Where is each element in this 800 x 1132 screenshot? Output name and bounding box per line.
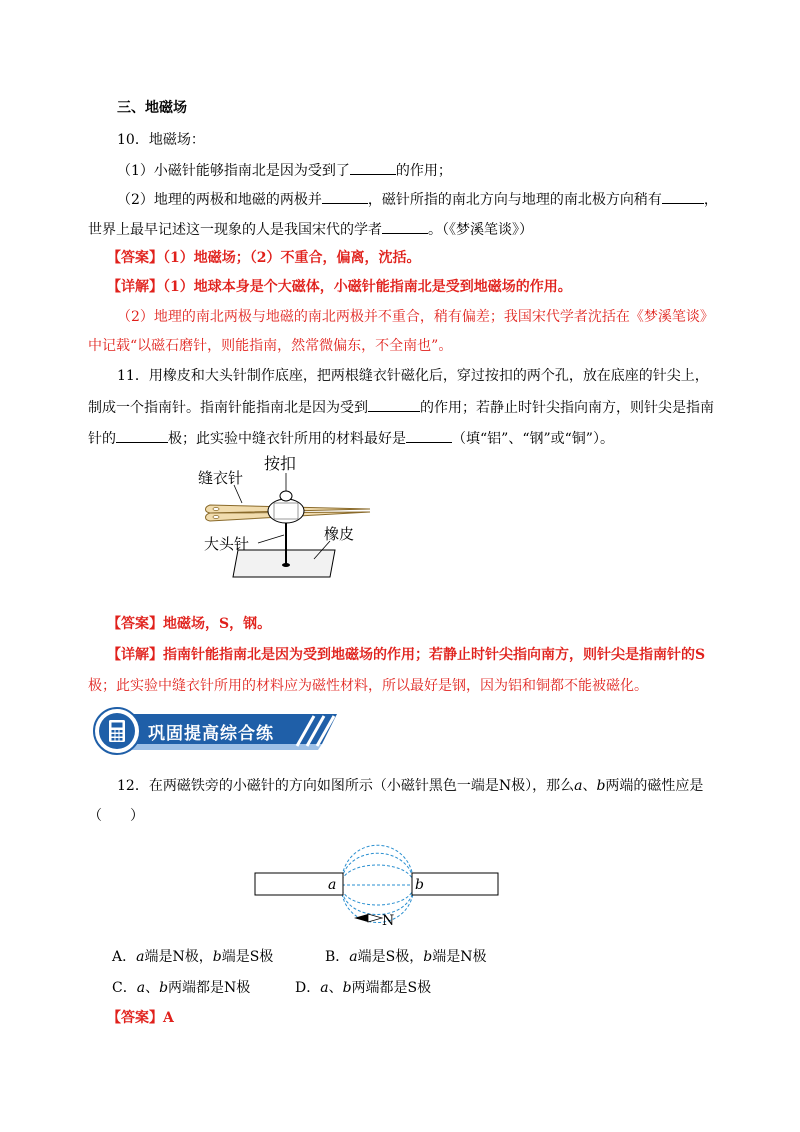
q10-detail-3: 中记载“以磁石磨针，则能指南，然常微偏东，不全南也”。 bbox=[88, 338, 453, 354]
banner-title: 巩固提高综合练 bbox=[148, 724, 274, 744]
blank bbox=[382, 219, 428, 234]
section-title: 三、地磁场 bbox=[117, 100, 187, 116]
blank bbox=[350, 160, 396, 175]
label-eraser: 橡皮 bbox=[324, 525, 355, 543]
option-a[interactable]: A．a端是N极，b端是S极 bbox=[112, 949, 274, 965]
compass-needle bbox=[354, 914, 382, 922]
label-b: b bbox=[415, 877, 424, 893]
option-d[interactable]: D．a、b两端都是S极 bbox=[295, 980, 432, 996]
option-c[interactable]: C．a、b两端都是N极 bbox=[112, 980, 251, 996]
q11-answer: 【答案】地磁场，S，钢。 bbox=[107, 616, 272, 632]
label-needle: 缝衣针 bbox=[198, 469, 244, 487]
label-a: a bbox=[328, 877, 337, 893]
blank bbox=[368, 397, 420, 412]
q11-detail-2: 极；此实验中缝衣针所用的材料应为磁性材料，所以最好是钢，因为铝和铜都不能被磁化。 bbox=[88, 678, 648, 694]
q12-answer: 【答案】A bbox=[107, 1010, 174, 1026]
compass-diagram bbox=[190, 455, 375, 585]
option-b[interactable]: B．a端是S极，b端是N极 bbox=[325, 949, 487, 965]
calculator-icon bbox=[109, 720, 125, 742]
q10-stem: 10．地磁场： bbox=[117, 132, 205, 148]
q11-line-2: 制成一个指南针。指南针能指南北是因为受到 的作用；若静止时针尖指向南方，则针尖是指南 bbox=[88, 397, 714, 418]
q11-line-1: 11．用橡皮和大头针制作底座，把两根缝衣针磁化后，穿过按扣的两个孔，放在底座的针尖上， bbox=[117, 368, 709, 384]
magnet-right bbox=[412, 873, 498, 895]
q12-line-2: （ ） bbox=[88, 808, 144, 824]
blank bbox=[116, 428, 168, 443]
q10-answer: 【答案】（1）地磁场；（2）不重合，偏离，沈括。 bbox=[107, 250, 421, 266]
q10-detail-1: 【详解】（1）地球本身是个大磁体，小磁针能指南北是受到地磁场的作用。 bbox=[107, 279, 572, 295]
q11-detail-1: 【详解】指南针能指南北是因为受到地磁场的作用；若静止时针尖指向南方，则针尖是指南针的S bbox=[107, 647, 706, 663]
q11-line-3: 针的 极；此实验中缝衣针所用的材料最好是 （填“铝”、“钢”或“铜”）。 bbox=[88, 428, 614, 449]
magnet-diagram bbox=[250, 830, 505, 935]
label-pin: 大头针 bbox=[204, 535, 250, 553]
q12-line-1: 12．在两磁铁旁的小磁针的方向如图所示（小磁针黑色一端是N极），那么a、b两端的磁性应是 bbox=[117, 778, 704, 794]
q10-detail-2: （2）地理的南北两极与地磁的南北两极并不重合，稍有偏差；我国宋代学者沈括在《梦溪笔谈》 bbox=[117, 309, 714, 325]
label-n: N bbox=[382, 913, 395, 929]
label-button: 按扣 bbox=[264, 455, 297, 473]
blank bbox=[406, 428, 452, 443]
q10-part3: 世界上最早记述这一现象的人是我国宋代的学者 。（《梦溪笔谈》） bbox=[88, 219, 533, 240]
blank bbox=[662, 189, 704, 204]
q10-part2: （2）地理的两极和地磁的两极并 ，磁针所指的南北方向与地理的南北极方向稍有 ， bbox=[117, 189, 718, 210]
q10-part1: （1）小磁针能够指南北是因为受到了 的作用； bbox=[117, 160, 452, 181]
blank bbox=[322, 189, 368, 204]
